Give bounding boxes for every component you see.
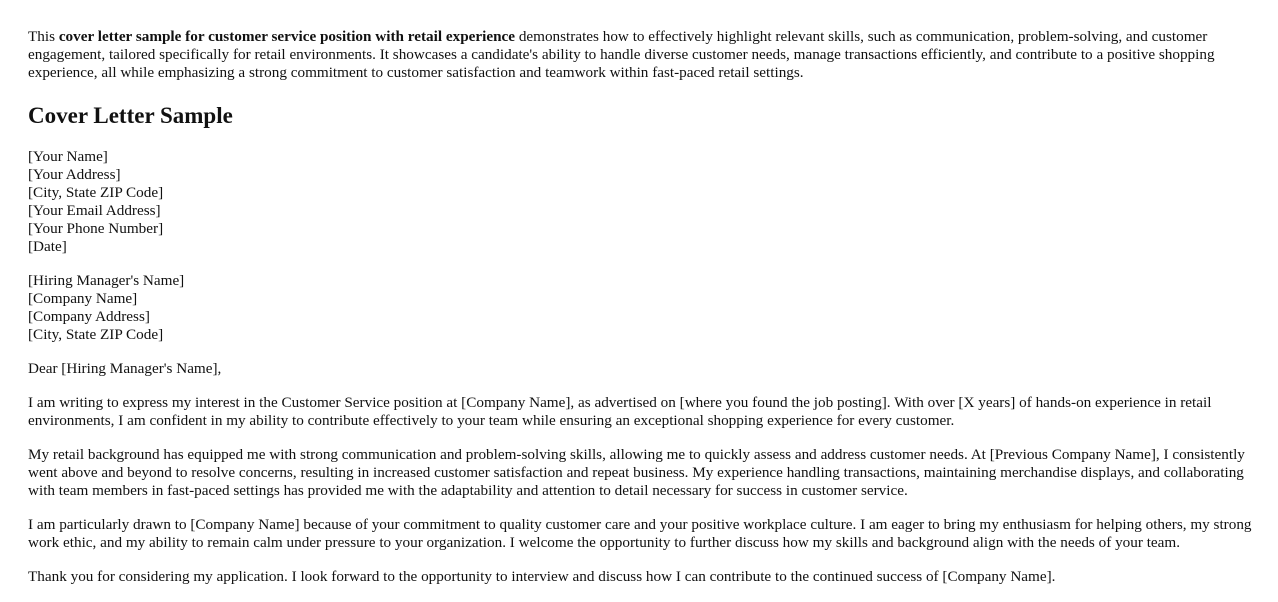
intro-paragraph	[28, 28, 1256, 82]
recipient-block	[28, 272, 1256, 344]
sender-name: [Your Name]	[28, 148, 108, 165]
document-page	[28, 28, 1256, 602]
sender-phone: [Your Phone Number]	[28, 220, 164, 237]
intro-bold-phrase: cover letter sample for customer service position with retail experience	[58, 28, 516, 45]
body-paragraph-3: I am particularly drawn to [Company Name] because of your commitment to quality customer care and your positive workplace culture. I am eager to bring my enthusiasm for helping others, my strong work ethic, and my ability to remain calm under pressure to your organization. I welcome the opportunity to further discuss how my skills and background align with the needs of your team.	[28, 516, 1252, 551]
intro-suffix: demonstrates how to effectively highlight relevant skills, such as communication, problem-solving, and customer engagement, tailored specifically for retail environments. It showcases a candidate's ability to handle diverse customer needs, manage transactions efficiently, and contribute to a positive shopping experience, all while emphasizing a strong commitment to customer satisfaction and teamwork within fast-paced retail settings.	[28, 28, 1215, 81]
sender-block	[28, 148, 1256, 256]
recipient-city: [City, State ZIP Code]	[28, 326, 164, 343]
sender-address: [Your Address]	[28, 166, 121, 183]
recipient-company: [Company Name]	[28, 290, 138, 307]
sender-city: [City, State ZIP Code]	[28, 184, 164, 201]
body-paragraph-4: Thank you for considering my application. I look forward to the opportunity to interview and discuss how I can contribute to the continued success of [Company Name].	[28, 568, 1056, 585]
letter-date: [Date]	[28, 238, 67, 255]
body-paragraph-2: My retail background has equipped me with strong communication and problem-solving skills, allowing me to quickly assess and address customer needs. At [Previous Company Name], I consistently went above and beyond to resolve concerns, resulting in increased customer satisfaction and repeat business. My experience handling transactions, maintaining merchandise displays, and collaborating with team members in fast-paced settings has provided me with the adaptability and attention to detail necessary for success in customer service.	[28, 446, 1245, 499]
sender-email: [Your Email Address]	[28, 202, 161, 219]
salutation: Dear [Hiring Manager's Name],	[28, 360, 222, 377]
recipient-address: [Company Address]	[28, 308, 150, 325]
page-title: Cover Letter Sample	[28, 103, 233, 128]
recipient-name: [Hiring Manager's Name]	[28, 272, 185, 289]
intro-prefix: This	[28, 28, 59, 45]
body-paragraph-1: I am writing to express my interest in the Customer Service position at [Company Name], as advertised on [where you found the job posting]. With over [X years] of hands-on experience in retail environments, I am confident in my ability to contribute effectively to your team while ensuring an exceptional shopping experience for every customer.	[28, 394, 1212, 429]
